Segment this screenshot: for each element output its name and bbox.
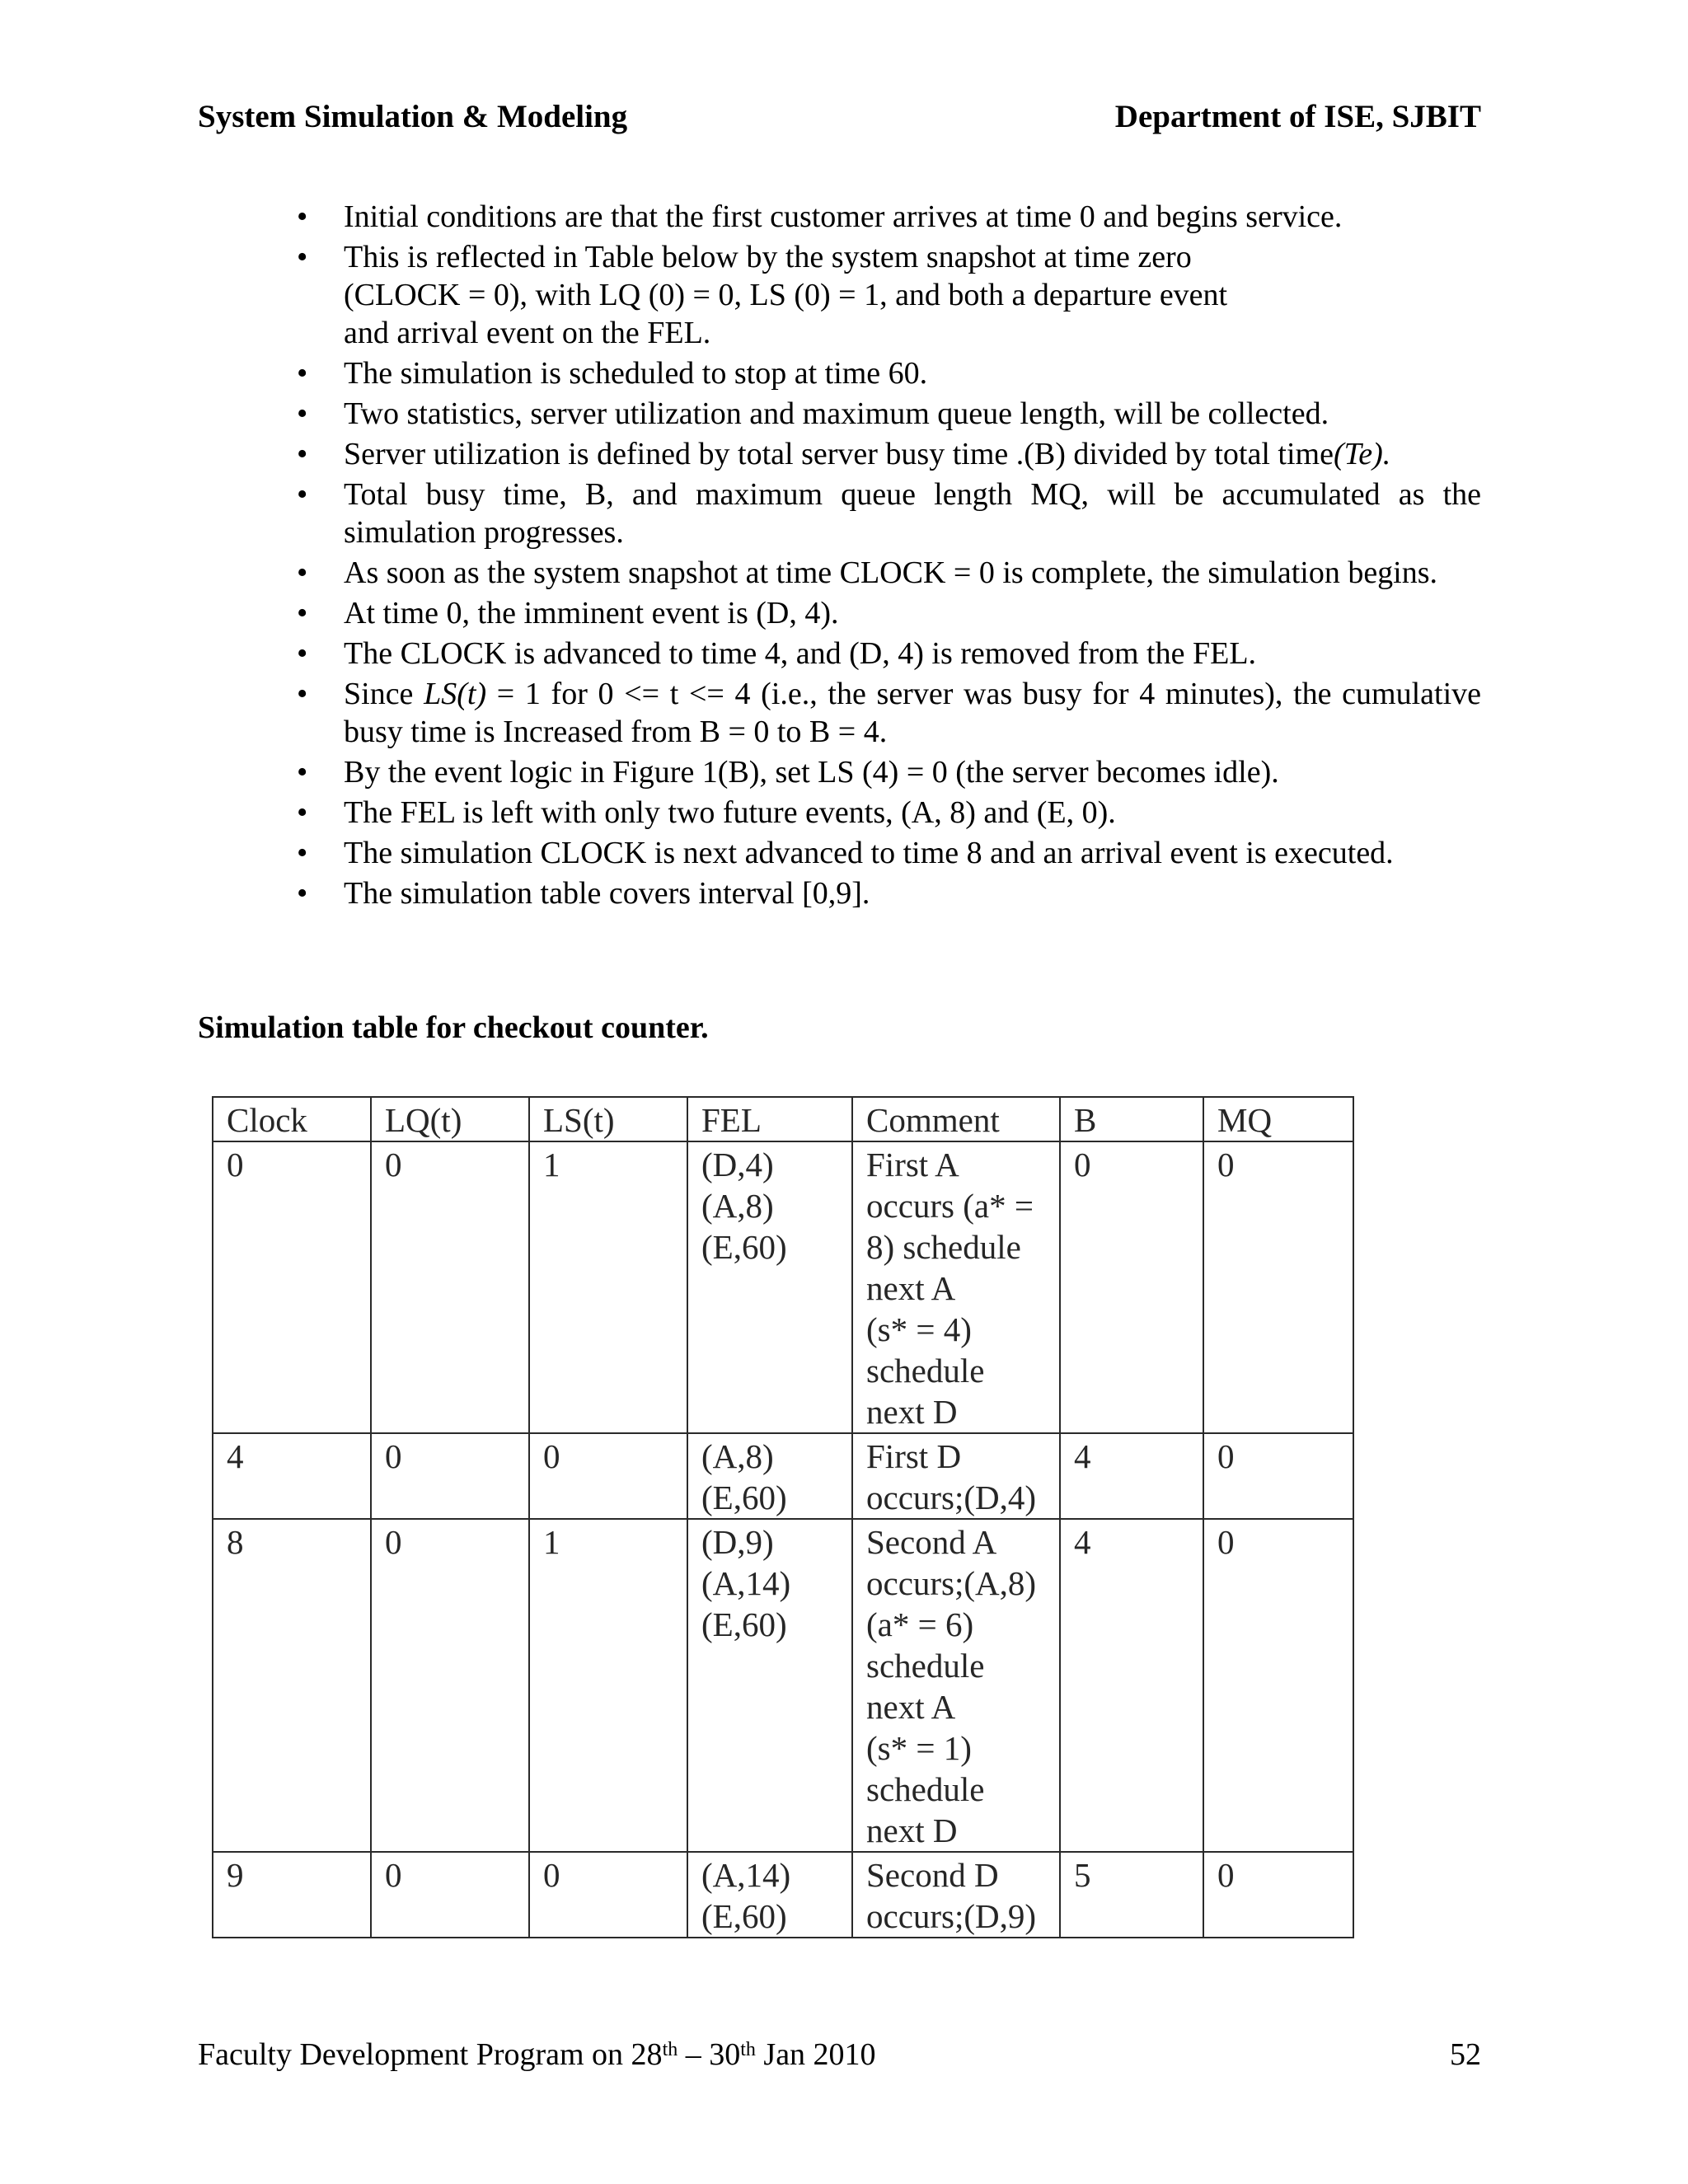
cell-lq: 0	[371, 1519, 529, 1852]
column-header-lq: LQ(t)	[371, 1097, 529, 1141]
cell-fel: (D,4) (A,8) (E,60)	[687, 1141, 852, 1433]
cell-comment: First D occurs;(D,4)	[852, 1433, 1060, 1519]
bullet-item: • Initial conditions are that the first customer arrives at time 0 and begins service.	[297, 198, 1481, 236]
column-header-ls: LS(t)	[529, 1097, 687, 1141]
cell-mq: 0	[1203, 1852, 1353, 1938]
cell-fel: (A,14) (E,60)	[687, 1852, 852, 1938]
bullet-item: • At time 0, the imminent event is (D, 4).	[297, 594, 1481, 632]
cell-lq: 0	[371, 1433, 529, 1519]
cell-lq: 0	[371, 1852, 529, 1938]
table-row	[213, 1141, 1353, 1433]
column-header-mq: MQ	[1203, 1097, 1353, 1141]
column-header-clock: Clock	[213, 1097, 371, 1141]
cell-b: 4	[1060, 1519, 1203, 1852]
cell-ls: 1	[529, 1519, 687, 1852]
table-row	[213, 1433, 1353, 1519]
table-caption: Simulation table for checkout counter.	[198, 1010, 709, 1045]
utilization-formula: (Te).	[1333, 437, 1391, 471]
column-header-comment: Comment	[852, 1097, 1060, 1141]
cell-lq: 0	[371, 1141, 529, 1433]
bullet-item-busy-time	[297, 675, 1481, 751]
bullet-item: • This is reflected in Table below by the system snapshot at time zero (CLOCK = 0), with LQ (0) = 0, LS (0) = 1, and both a departure event and arrival event on the FEL.	[297, 238, 1481, 352]
busy-text-pre: Since	[344, 677, 424, 711]
cell-ls: 1	[529, 1141, 687, 1433]
bullet-item: • The simulation table covers interval [0,9].	[297, 874, 1481, 912]
column-header-b: B	[1060, 1097, 1203, 1141]
cell-comment: First A occurs (a* = 8) schedule next A (s* = 4) schedule next D	[852, 1141, 1060, 1433]
cell-clock: 9	[213, 1852, 371, 1938]
cell-ls: 0	[529, 1852, 687, 1938]
busy-text-post: = 1 for 0 <= t <= 4 (i.e., the server was busy for 4 minutes), the cumulative busy time is Increased from B = 0 to B = 4.	[344, 677, 1481, 749]
busy-ls-symbol: LS(t)	[424, 677, 487, 711]
table-row	[213, 1519, 1353, 1852]
bullet-item: • Two statistics, server utilization and maximum queue length, will be collected.	[297, 395, 1481, 433]
bullet-item-utilization	[297, 435, 1481, 473]
cell-fel: (D,9) (A,14) (E,60)	[687, 1519, 852, 1852]
bullet-item: • The simulation CLOCK is next advanced to time 8 and an arrival event is executed.	[297, 834, 1481, 872]
page-footer	[198, 2036, 1481, 2074]
cell-b: 0	[1060, 1141, 1203, 1433]
bullet-item: • As soon as the system snapshot at time CLOCK = 0 is complete, the simulation begins.	[297, 554, 1481, 592]
cell-mq: 0	[1203, 1433, 1353, 1519]
header-course-title: System Simulation & Modeling	[198, 99, 628, 134]
bullet-list	[297, 198, 1481, 915]
bullet-item: • By the event logic in Figure 1(B), set LS (4) = 0 (the server becomes idle).	[297, 753, 1481, 791]
cell-mq: 0	[1203, 1519, 1353, 1852]
cell-ls: 0	[529, 1433, 687, 1519]
footer-program	[198, 2036, 876, 2074]
bullet-item: • The CLOCK is advanced to time 4, and (D, 4) is removed from the FEL.	[297, 635, 1481, 673]
cell-comment: Second D occurs;(D,9)	[852, 1852, 1060, 1938]
footer-sup-1: th	[662, 2039, 678, 2060]
page-header	[198, 97, 1481, 137]
footer-sup-2: th	[740, 2039, 756, 2060]
bullet-item: • Total busy time, B, and maximum queue length MQ, will be accumulated as the simulation progresses.	[297, 476, 1481, 551]
footer-prefix: Faculty Development Program on 28	[198, 2037, 663, 2072]
header-department: Department of ISE, SJBIT	[1114, 99, 1481, 134]
cell-clock: 8	[213, 1519, 371, 1852]
cell-clock: 0	[213, 1141, 371, 1433]
cell-comment: Second A occurs;(A,8) (a* = 6) schedule next A (s* = 1) schedule next D	[852, 1519, 1060, 1852]
table-header-row	[213, 1097, 1353, 1141]
column-header-fel: FEL	[687, 1097, 852, 1141]
page-number: 52	[1450, 2037, 1481, 2072]
table-row	[213, 1852, 1353, 1938]
footer-suffix: Jan 2010	[755, 2037, 876, 2072]
cell-mq: 0	[1203, 1141, 1353, 1433]
cell-fel: (A,8) (E,60)	[687, 1433, 852, 1519]
cell-clock: 4	[213, 1433, 371, 1519]
utilization-text: Server utilization is defined by total server busy time .(B) divided by total time	[344, 437, 1334, 471]
bullet-item: • The simulation is scheduled to stop at time 60.	[297, 354, 1481, 392]
cell-b: 4	[1060, 1433, 1203, 1519]
cell-b: 5	[1060, 1852, 1203, 1938]
simulation-table	[212, 1096, 1354, 1938]
bullet-item: • The FEL is left with only two future events, (A, 8) and (E, 0).	[297, 794, 1481, 832]
footer-mid: – 30	[678, 2037, 741, 2072]
